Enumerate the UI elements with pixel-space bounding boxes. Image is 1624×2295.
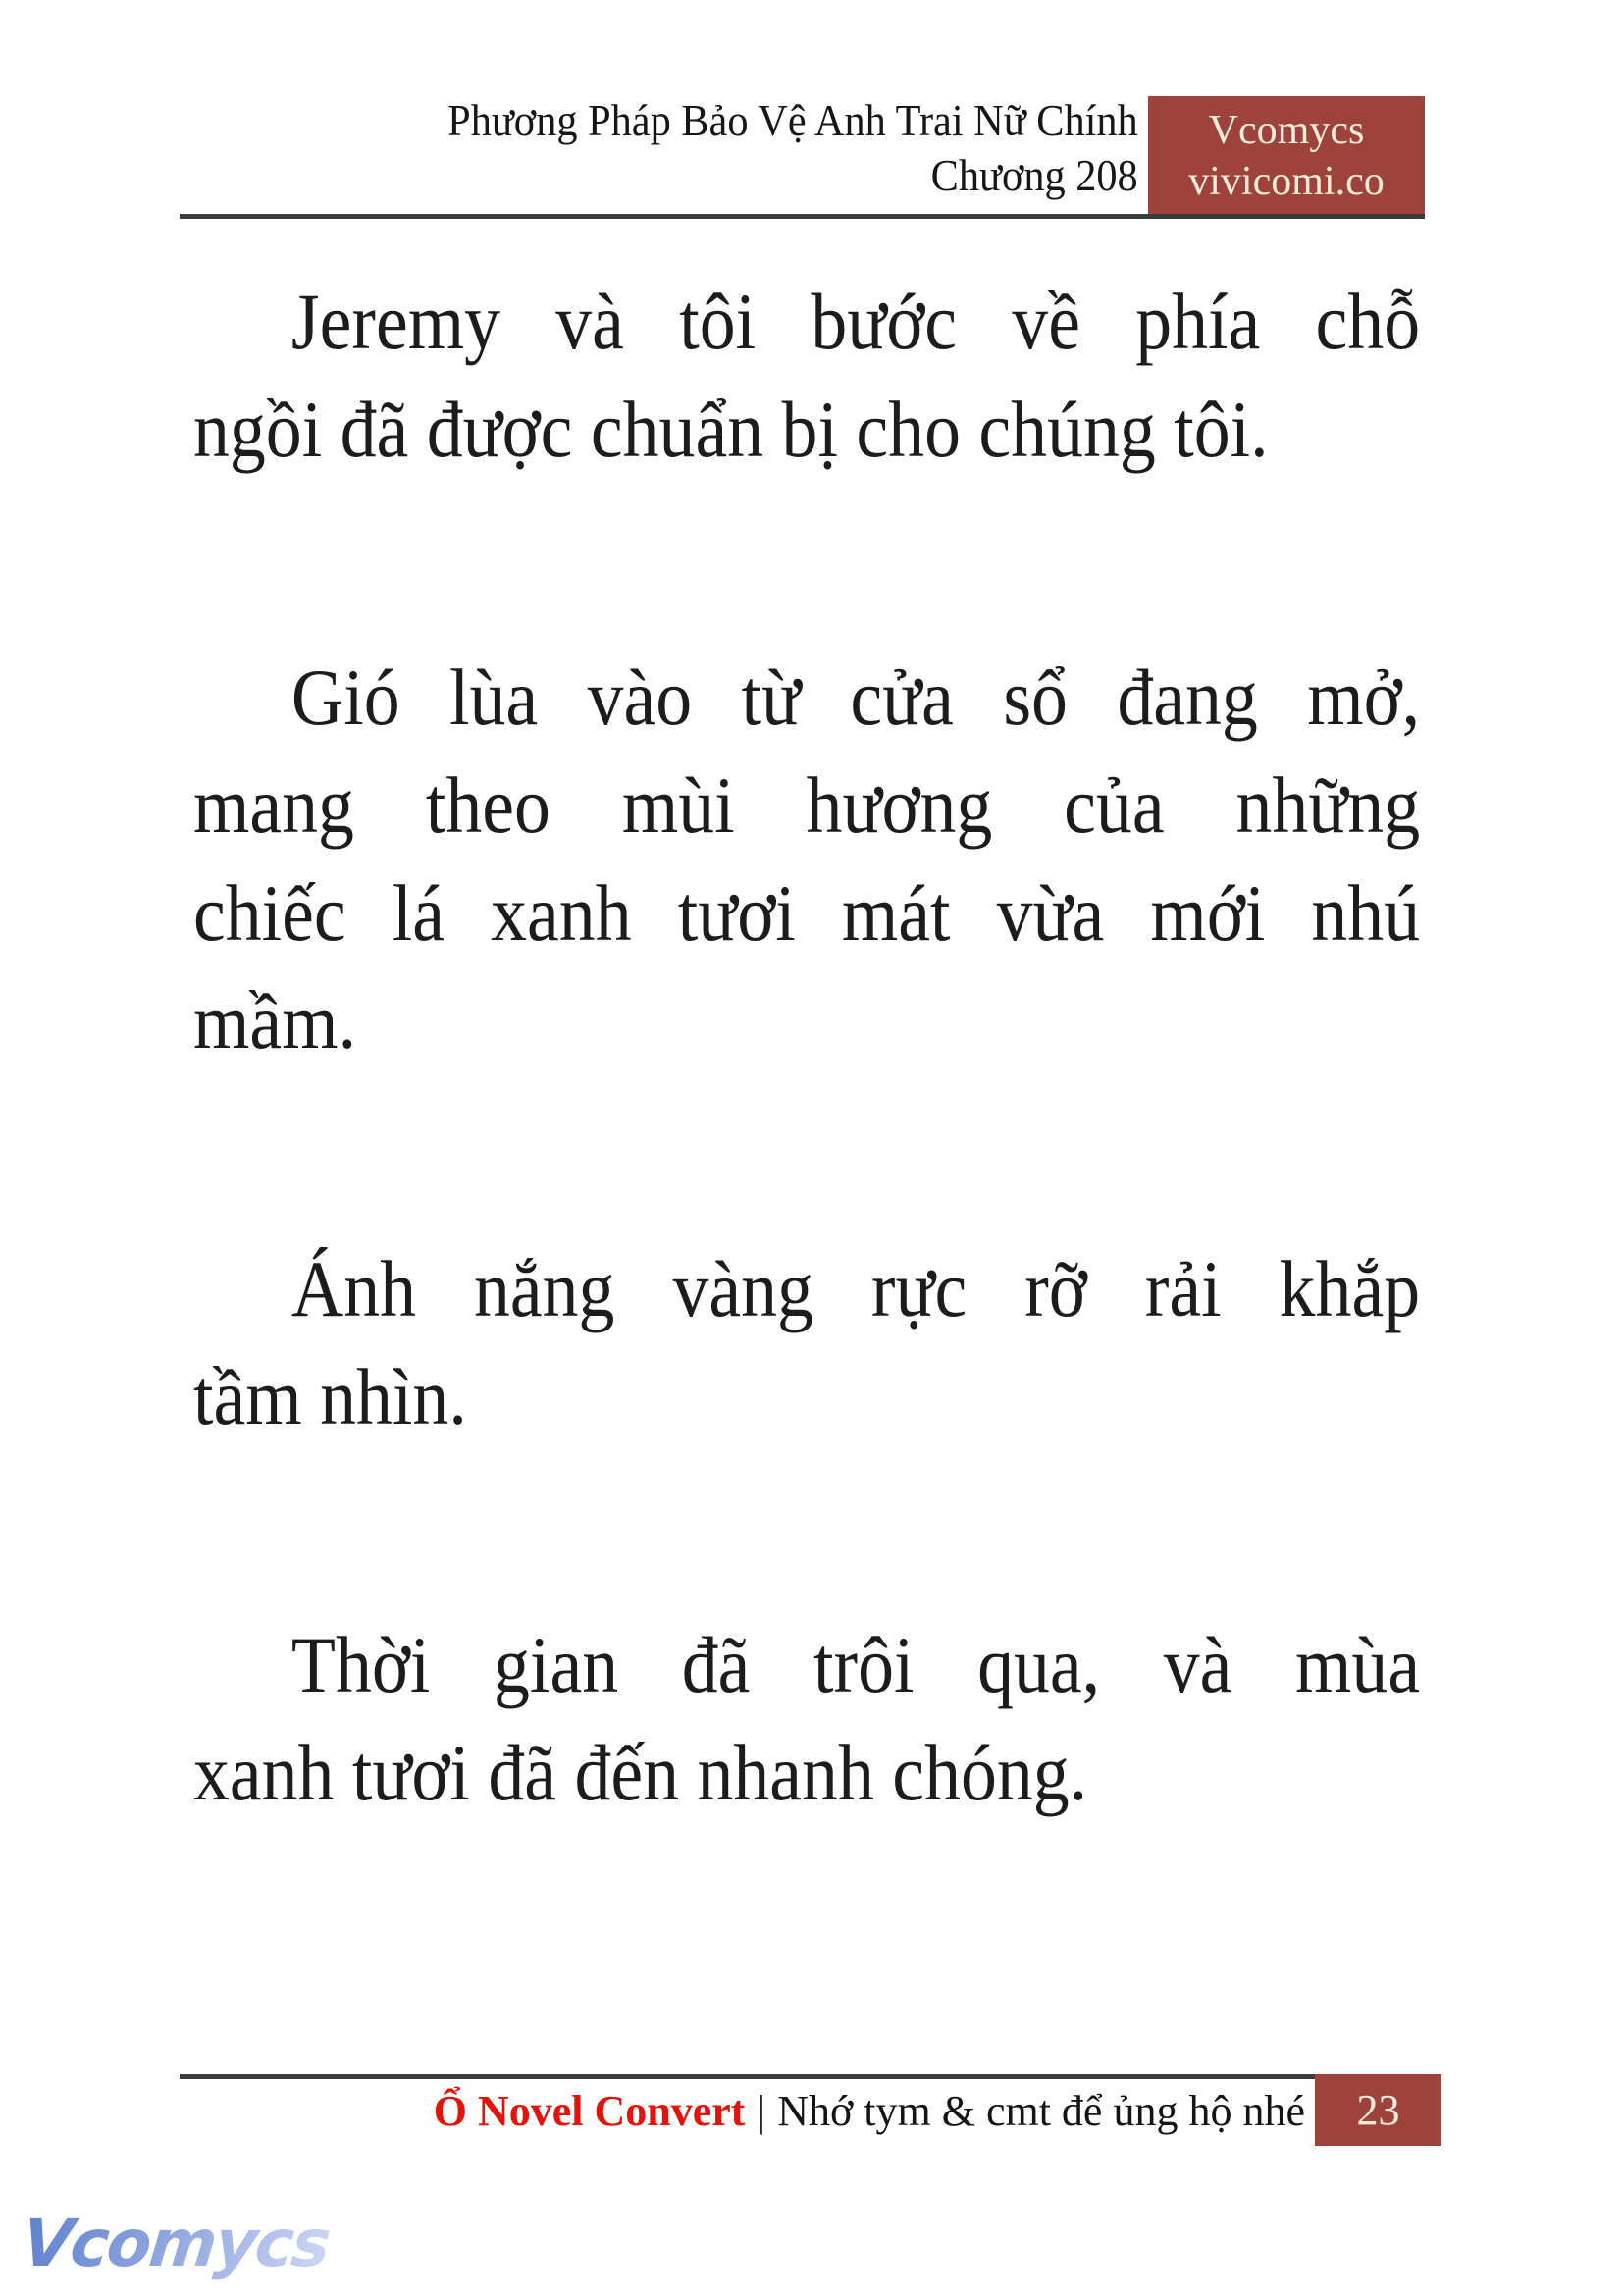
paragraph-line: Ánh nắng vàng rực rỡ rải khắp (290, 1244, 1421, 1333)
book-title: Phương Pháp Bảo Vệ Anh Trai Nữ Chính (447, 95, 1138, 145)
paragraph-line: xanh tươi đã đến nhanh chóng. (193, 1728, 1088, 1817)
footer-separator: | (757, 2087, 766, 2135)
translator-badge (1148, 96, 1425, 216)
paragraph (193, 644, 1420, 1075)
paragraph-line: chiếc lá xanh tươi mát vừa mới nhú (193, 868, 1421, 958)
paragraph-line: tầm nhìn. (193, 1352, 467, 1441)
paragraph-line: mang theo mùi hương của những (193, 760, 1421, 850)
header-title (447, 93, 1138, 203)
paragraph (193, 1235, 1420, 1451)
translator-badge-name: Vcomycs (1208, 108, 1365, 153)
paragraph-line: ngồi đã được chuẩn bị cho chúng tôi. (193, 385, 1269, 474)
paragraph-line: Thời gian đã trôi qua, và mùa (290, 1620, 1421, 1709)
chapter-label: Chương 208 (930, 150, 1138, 200)
vcomycs-watermark-logo: Vcomycs (18, 2206, 333, 2281)
footer-credit (434, 2082, 1305, 2141)
convert-group-name: Ổ Novel Convert (433, 2087, 746, 2135)
paragraph (193, 268, 1420, 484)
footer-divider (180, 2074, 1315, 2079)
paragraph-line: Gió lùa vào từ cửa sổ đang mở, (290, 652, 1421, 742)
paragraph (193, 1611, 1420, 1827)
footer-message: Nhớ tym & cmt để ủng hộ nhé (777, 2087, 1305, 2135)
page-number-badge: 23 (1315, 2074, 1441, 2146)
story-text (193, 218, 1420, 1827)
translator-badge-site: vivicomi.co (1188, 159, 1385, 204)
paragraph-line: mầm. (193, 976, 357, 1066)
paragraph-line: Jeremy và tôi bước về phía chỗ (290, 277, 1421, 366)
